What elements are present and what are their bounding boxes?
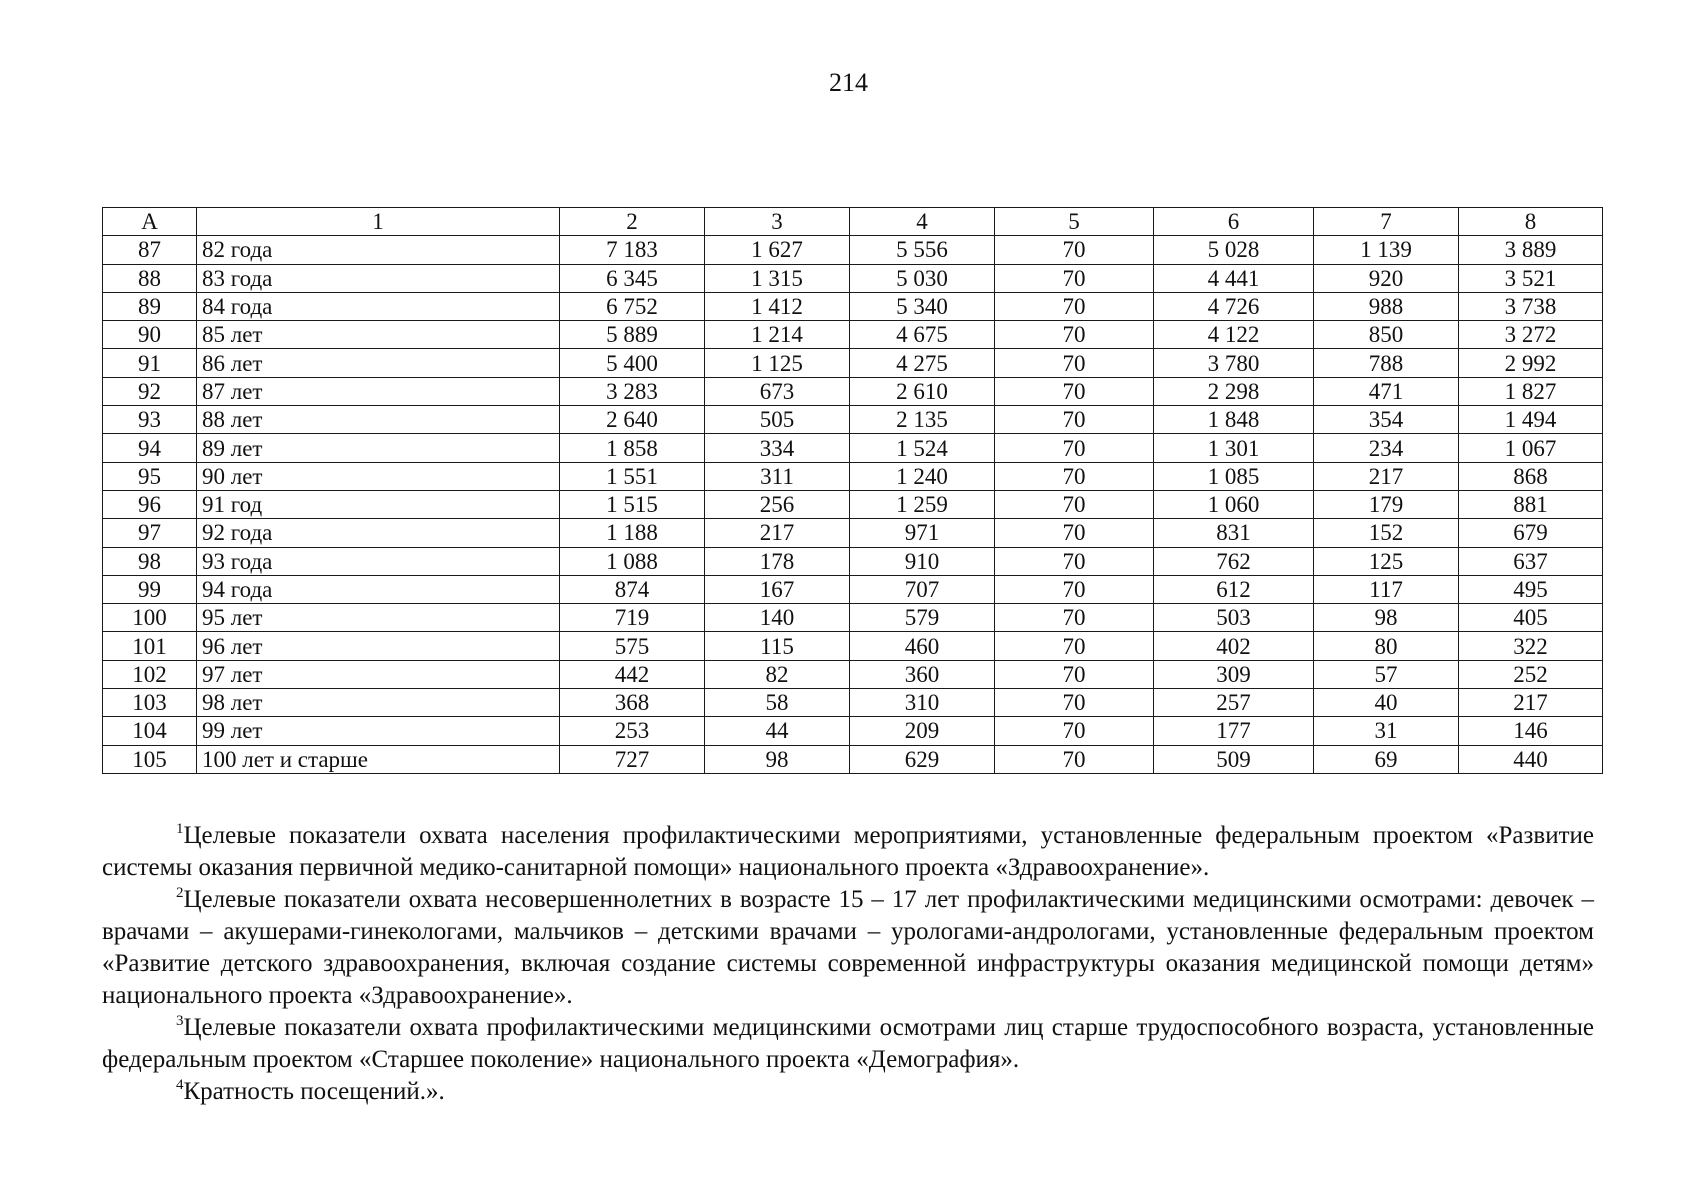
value-cell: 70	[995, 575, 1154, 603]
value-cell: 253	[560, 717, 705, 745]
value-cell: 5 030	[850, 264, 995, 292]
row-number-cell: 97	[103, 519, 197, 547]
value-cell: 471	[1314, 377, 1459, 405]
value-cell: 31	[1314, 717, 1459, 745]
age-cell: 86 лет	[197, 349, 560, 377]
age-cell: 92 года	[197, 519, 560, 547]
value-cell: 5 340	[850, 292, 995, 320]
row-number-cell: 91	[103, 349, 197, 377]
value-cell: 1 494	[1459, 406, 1603, 434]
value-cell: 1 524	[850, 434, 995, 462]
value-cell: 405	[1459, 604, 1603, 632]
age-cell: 95 лет	[197, 604, 560, 632]
table-row	[103, 349, 1603, 377]
value-cell: 217	[1314, 462, 1459, 490]
data-table	[102, 207, 1603, 774]
value-cell: 1 858	[560, 434, 705, 462]
value-cell: 6 345	[560, 264, 705, 292]
value-cell: 679	[1459, 519, 1603, 547]
value-cell: 179	[1314, 490, 1459, 518]
footnote-mark: 4	[176, 1077, 184, 1093]
value-cell: 368	[560, 689, 705, 717]
value-cell: 217	[705, 519, 850, 547]
row-number-cell: 105	[103, 745, 197, 773]
column-header: 8	[1459, 208, 1603, 236]
value-cell: 509	[1154, 745, 1314, 773]
footnote-mark: 1	[176, 821, 184, 837]
table-row	[103, 292, 1603, 320]
value-cell: 5 028	[1154, 236, 1314, 264]
value-cell: 402	[1154, 632, 1314, 660]
row-number-cell: 96	[103, 490, 197, 518]
footnote-text: Целевые показатели охвата профилактическими медицинскими осмотрами лиц старше трудоспособного возраста, установленные федеральным проектом «Старшее поколение» национального проекта «Демография».	[102, 1014, 1594, 1073]
row-number-cell: 95	[103, 462, 197, 490]
value-cell: 80	[1314, 632, 1459, 660]
value-cell: 140	[705, 604, 850, 632]
value-cell: 612	[1154, 575, 1314, 603]
value-cell: 7 183	[560, 236, 705, 264]
value-cell: 4 726	[1154, 292, 1314, 320]
value-cell: 442	[560, 660, 705, 688]
value-cell: 167	[705, 575, 850, 603]
value-cell: 57	[1314, 660, 1459, 688]
value-cell: 1 188	[560, 519, 705, 547]
value-cell: 3 738	[1459, 292, 1603, 320]
value-cell: 629	[850, 745, 995, 773]
value-cell: 115	[705, 632, 850, 660]
value-cell: 44	[705, 717, 850, 745]
value-cell: 2 610	[850, 377, 995, 405]
column-header: 3	[705, 208, 850, 236]
value-cell: 2 992	[1459, 349, 1603, 377]
age-cell: 82 года	[197, 236, 560, 264]
value-cell: 505	[705, 406, 850, 434]
value-cell: 1 301	[1154, 434, 1314, 462]
row-number-cell: 104	[103, 717, 197, 745]
value-cell: 70	[995, 490, 1154, 518]
row-number-cell: 98	[103, 547, 197, 575]
value-cell: 3 521	[1459, 264, 1603, 292]
value-cell: 70	[995, 321, 1154, 349]
value-cell: 1 259	[850, 490, 995, 518]
value-cell: 1 315	[705, 264, 850, 292]
value-cell: 256	[705, 490, 850, 518]
value-cell: 673	[705, 377, 850, 405]
value-cell: 322	[1459, 632, 1603, 660]
footnote-text: Кратность посещений.».	[183, 1078, 445, 1105]
age-cell: 84 года	[197, 292, 560, 320]
row-number-cell: 101	[103, 632, 197, 660]
value-cell: 1 827	[1459, 377, 1603, 405]
value-cell: 503	[1154, 604, 1314, 632]
table-row	[103, 632, 1603, 660]
value-cell: 495	[1459, 575, 1603, 603]
value-cell: 575	[560, 632, 705, 660]
value-cell: 2 640	[560, 406, 705, 434]
value-cell: 40	[1314, 689, 1459, 717]
footnote	[102, 1012, 1594, 1076]
value-cell: 1 515	[560, 490, 705, 518]
value-cell: 3 780	[1154, 349, 1314, 377]
value-cell: 868	[1459, 462, 1603, 490]
value-cell: 1 125	[705, 349, 850, 377]
value-cell: 209	[850, 717, 995, 745]
age-cell: 100 лет и старше	[197, 745, 560, 773]
value-cell: 874	[560, 575, 705, 603]
footnote	[102, 1076, 1594, 1108]
table-row	[103, 519, 1603, 547]
footnote-mark: 2	[176, 885, 184, 901]
value-cell: 5 556	[850, 236, 995, 264]
value-cell: 637	[1459, 547, 1603, 575]
value-cell: 5 400	[560, 349, 705, 377]
age-cell: 90 лет	[197, 462, 560, 490]
value-cell: 70	[995, 292, 1154, 320]
value-cell: 70	[995, 689, 1154, 717]
value-cell: 257	[1154, 689, 1314, 717]
value-cell: 2 298	[1154, 377, 1314, 405]
table-row	[103, 717, 1603, 745]
value-cell: 988	[1314, 292, 1459, 320]
value-cell: 70	[995, 604, 1154, 632]
value-cell: 1 214	[705, 321, 850, 349]
age-cell: 91 год	[197, 490, 560, 518]
value-cell: 762	[1154, 547, 1314, 575]
footnote	[102, 884, 1594, 1012]
value-cell: 70	[995, 632, 1154, 660]
value-cell: 1 139	[1314, 236, 1459, 264]
row-number-cell: 92	[103, 377, 197, 405]
age-cell: 85 лет	[197, 321, 560, 349]
value-cell: 310	[850, 689, 995, 717]
table-row	[103, 604, 1603, 632]
value-cell: 70	[995, 745, 1154, 773]
value-cell: 354	[1314, 406, 1459, 434]
value-cell: 98	[1314, 604, 1459, 632]
value-cell: 727	[560, 745, 705, 773]
value-cell: 2 135	[850, 406, 995, 434]
column-header: 6	[1154, 208, 1314, 236]
value-cell: 217	[1459, 689, 1603, 717]
column-header: 7	[1314, 208, 1459, 236]
value-cell: 881	[1459, 490, 1603, 518]
table-row	[103, 321, 1603, 349]
value-cell: 831	[1154, 519, 1314, 547]
row-number-cell: 102	[103, 660, 197, 688]
age-cell: 93 года	[197, 547, 560, 575]
value-cell: 1 085	[1154, 462, 1314, 490]
table-row	[103, 547, 1603, 575]
value-cell: 177	[1154, 717, 1314, 745]
table-row	[103, 406, 1603, 434]
age-cell: 97 лет	[197, 660, 560, 688]
value-cell: 4 122	[1154, 321, 1314, 349]
value-cell: 3 283	[560, 377, 705, 405]
value-cell: 971	[850, 519, 995, 547]
value-cell: 98	[705, 745, 850, 773]
value-cell: 70	[995, 236, 1154, 264]
page-number: 214	[829, 68, 868, 97]
row-number-cell: 89	[103, 292, 197, 320]
column-header: 1	[197, 208, 560, 236]
footnote-text: Целевые показатели охвата населения профилактическими мероприятиями, установленные федеральным проектом «Развитие системы оказания первичной медико-санитарной помощи» национального проекта «Здравоохранение».	[102, 822, 1594, 881]
value-cell: 70	[995, 462, 1154, 490]
row-number-cell: 94	[103, 434, 197, 462]
value-cell: 788	[1314, 349, 1459, 377]
footnotes	[102, 820, 1594, 1108]
value-cell: 440	[1459, 745, 1603, 773]
row-number-cell: 99	[103, 575, 197, 603]
value-cell: 4 441	[1154, 264, 1314, 292]
value-cell: 70	[995, 434, 1154, 462]
table-row	[103, 689, 1603, 717]
age-cell: 87 лет	[197, 377, 560, 405]
value-cell: 1 240	[850, 462, 995, 490]
value-cell: 920	[1314, 264, 1459, 292]
value-cell: 850	[1314, 321, 1459, 349]
value-cell: 707	[850, 575, 995, 603]
value-cell: 70	[995, 264, 1154, 292]
value-cell: 5 889	[560, 321, 705, 349]
value-cell: 4 675	[850, 321, 995, 349]
table-row	[103, 264, 1603, 292]
value-cell: 252	[1459, 660, 1603, 688]
row-number-cell: 88	[103, 264, 197, 292]
row-number-cell: 100	[103, 604, 197, 632]
row-number-cell: 90	[103, 321, 197, 349]
table-row	[103, 490, 1603, 518]
age-cell: 83 года	[197, 264, 560, 292]
value-cell: 1 060	[1154, 490, 1314, 518]
value-cell: 1 412	[705, 292, 850, 320]
value-cell: 117	[1314, 575, 1459, 603]
value-cell: 70	[995, 349, 1154, 377]
value-cell: 309	[1154, 660, 1314, 688]
value-cell: 70	[995, 406, 1154, 434]
value-cell: 579	[850, 604, 995, 632]
column-header: 5	[995, 208, 1154, 236]
table-row	[103, 377, 1603, 405]
value-cell: 152	[1314, 519, 1459, 547]
age-cell: 99 лет	[197, 717, 560, 745]
table-row	[103, 236, 1603, 264]
age-cell: 94 года	[197, 575, 560, 603]
footnote	[102, 820, 1594, 884]
age-cell: 89 лет	[197, 434, 560, 462]
value-cell: 70	[995, 519, 1154, 547]
value-cell: 1 067	[1459, 434, 1603, 462]
row-number-cell: 93	[103, 406, 197, 434]
value-cell: 1 088	[560, 547, 705, 575]
value-cell: 178	[705, 547, 850, 575]
column-header: 2	[560, 208, 705, 236]
value-cell: 82	[705, 660, 850, 688]
value-cell: 334	[705, 434, 850, 462]
value-cell: 719	[560, 604, 705, 632]
value-cell: 460	[850, 632, 995, 660]
value-cell: 3 889	[1459, 236, 1603, 264]
column-header: А	[103, 208, 197, 236]
value-cell: 1 848	[1154, 406, 1314, 434]
value-cell: 70	[995, 377, 1154, 405]
value-cell: 1 551	[560, 462, 705, 490]
footnote-mark: 3	[176, 1013, 184, 1029]
value-cell: 360	[850, 660, 995, 688]
age-cell: 98 лет	[197, 689, 560, 717]
age-cell: 96 лет	[197, 632, 560, 660]
value-cell: 6 752	[560, 292, 705, 320]
value-cell: 70	[995, 547, 1154, 575]
value-cell: 125	[1314, 547, 1459, 575]
table-row	[103, 434, 1603, 462]
value-cell: 69	[1314, 745, 1459, 773]
table-row	[103, 660, 1603, 688]
row-number-cell: 87	[103, 236, 197, 264]
value-cell: 311	[705, 462, 850, 490]
value-cell: 70	[995, 660, 1154, 688]
value-cell: 1 627	[705, 236, 850, 264]
value-cell: 70	[995, 717, 1154, 745]
header-row	[103, 208, 1603, 236]
value-cell: 910	[850, 547, 995, 575]
table-row	[103, 462, 1603, 490]
table-row	[103, 745, 1603, 773]
value-cell: 3 272	[1459, 321, 1603, 349]
value-cell: 4 275	[850, 349, 995, 377]
column-header: 4	[850, 208, 995, 236]
value-cell: 146	[1459, 717, 1603, 745]
table-row	[103, 575, 1603, 603]
value-cell: 234	[1314, 434, 1459, 462]
table-body	[103, 236, 1603, 774]
row-number-cell: 103	[103, 689, 197, 717]
value-cell: 58	[705, 689, 850, 717]
age-cell: 88 лет	[197, 406, 560, 434]
footnote-text: Целевые показатели охвата несовершеннолетних в возрасте 15 – 17 лет профилактическими медицинскими осмотрами: девочек – врачами – акушерами-гинекологами, мальчиков – детскими врачами – урологами-андрологами, установленные федеральным проектом «Развитие детского здравоохранения, включая создание системы современной инфраструктуры оказания медицинской помощи детям» национального проекта «Здравоохранение».	[102, 886, 1594, 1009]
